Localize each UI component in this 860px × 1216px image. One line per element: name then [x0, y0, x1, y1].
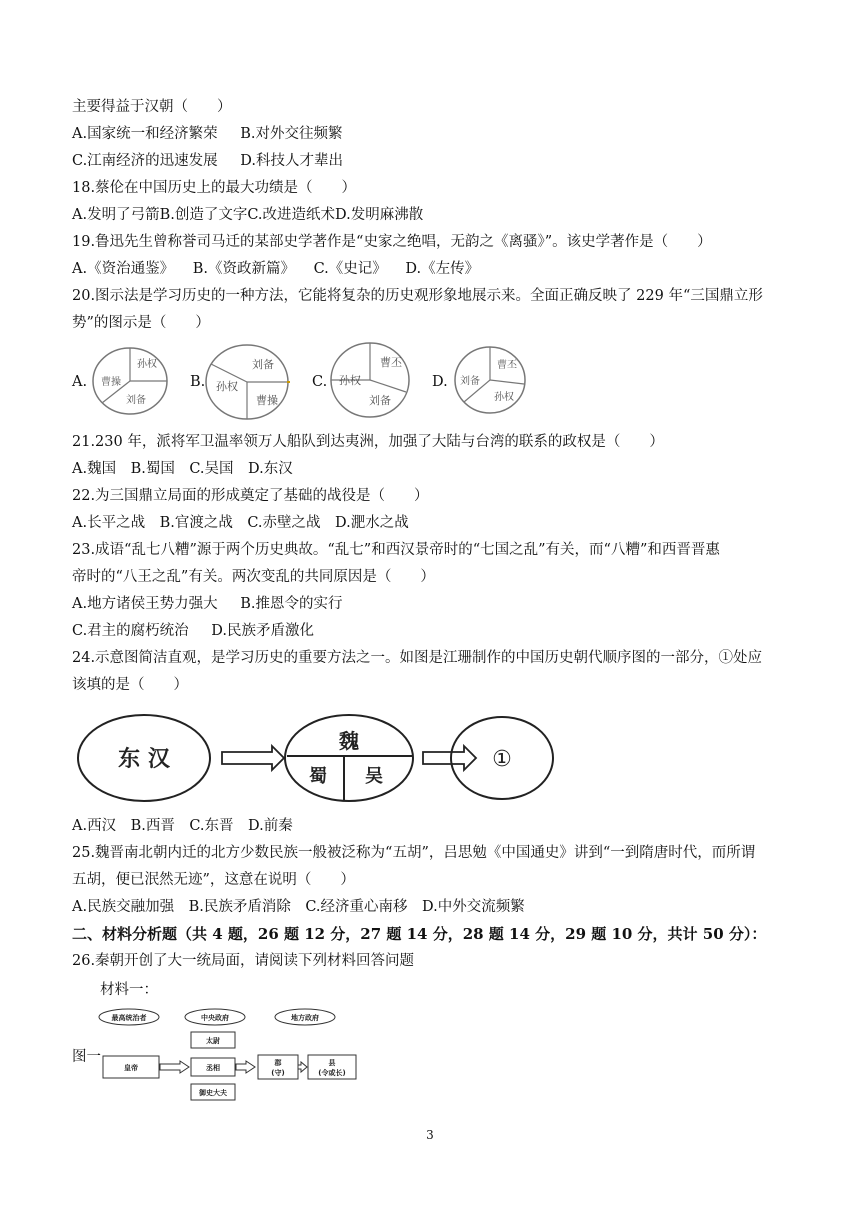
q20-b-label-3: 曹操: [256, 394, 278, 407]
q25-stem-line2: 五胡，便已泯然无迹”，这意在说明（ ）: [72, 872, 355, 888]
q20-d-label-1: 曹丕: [497, 360, 517, 371]
q18-stem: 18.蔡伦在中国历史上的最大功绩是（ ）: [72, 180, 357, 196]
q24-label-shu: 蜀: [309, 766, 327, 787]
q19-option-d: D.《左传》: [405, 261, 480, 277]
q18-options: A.发明了弓箭B.创造了文字C.改进造纸术D.发明麻沸散: [72, 207, 424, 223]
q17-option-b: B.对外交往频繁: [240, 126, 343, 142]
q26-stem: 26.秦朝开创了大一统局面，请阅读下列材料回答问题: [72, 953, 415, 969]
q19-option-a: A.《资治通鉴》: [72, 261, 175, 277]
q23-options-row2: [72, 621, 314, 641]
section-2-heading: 二、材料分析题（共 4 题，26 题 12 分，27 题 14 分，28 题 14 分，29 题 10 分，共计 50 分）：: [72, 925, 767, 943]
q21-options: A.魏国 B.蜀国 C.吴国 D.东汉: [72, 461, 293, 477]
q17-option-c: C.江南经济的迅速发展: [72, 153, 218, 169]
q23-option-a: A.地方诸侯王势力强大: [72, 596, 218, 612]
q20-diagram-a: [90, 345, 170, 417]
q20-option-d-letter: D.: [432, 374, 448, 390]
q21-stem: 21.230 年，派将军卫温率领万人船队到达夷洲，加强了大陆与台湾的联系的政权是（ ）: [72, 434, 664, 450]
q20-option-a-letter: A.: [72, 374, 88, 390]
qin-box-jun: 郡: [274, 1059, 282, 1067]
q22-stem: 22.为三国鼎立局面的形成奠定了基础的战役是（ ）: [72, 488, 429, 504]
q19-option-b: B.《资政新篇》: [192, 261, 295, 277]
q19-options: [72, 259, 479, 279]
q17-options-row1: [72, 124, 342, 144]
q20-b-label-1: 刘备: [252, 358, 274, 371]
q24-stem-line1: 24.示意图简洁直观，是学习历史的重要方法之一。如图是江珊制作的中国历史朝代顺序图的一部分，①处应: [72, 650, 763, 666]
q19-stem: 19.鲁迅先生曾称誉司马迁的某部史学著作是“史家之绝唱，无韵之《离骚》”。该史学著作是（ ）: [72, 234, 712, 250]
q20-b-label-2: 孙权: [216, 380, 238, 393]
qin-box-ling: (令或长): [318, 1069, 346, 1077]
q20-c-label-2: 孙权: [339, 374, 361, 387]
q17-option-a: A.国家统一和经济繁荣: [72, 126, 218, 142]
q23-option-b: B.推恩令的实行: [240, 596, 343, 612]
q20-diagram-b: [203, 342, 291, 422]
figure-1-label: 图一: [72, 1049, 101, 1065]
q24-options: A.西汉 B.西晋 C.东晋 D.前秦: [72, 818, 293, 834]
qin-box-xian: 县: [328, 1059, 336, 1067]
qin-box-emperor: 皇帝: [124, 1064, 138, 1072]
q17-stem-end: 主要得益于汉朝（ ）: [72, 99, 232, 115]
q23-stem-line2: 帝时的“八王之乱”有关。两次变乱的共同原因是（ ）: [72, 569, 435, 585]
q20-d-label-2: 刘备: [460, 376, 480, 387]
material-1-label: 材料一：: [100, 982, 158, 998]
q23-stem-line1: 23.成语“乱七八糟”源于两个历史典故。“乱七”和西汉景帝时的“七国之乱”有关，而“八糟”和西晋晋惠: [72, 542, 720, 558]
q20-diagram-c: [328, 340, 412, 420]
q23-option-c: C.君主的腐朽统治: [72, 623, 189, 639]
q23-options-row1: [72, 594, 342, 614]
q24-dynasty-diagram: [76, 712, 556, 804]
q20-stem-line2: 势”的图示是（ ）: [72, 315, 210, 331]
q24-label-wei: 魏: [339, 729, 359, 753]
qin-box-shou: (守): [271, 1069, 285, 1077]
q20-a-label-1: 孙权: [137, 359, 157, 370]
q20-option-b-letter: B.: [190, 374, 206, 390]
q19-option-c: C.《史记》: [313, 261, 387, 277]
q20-a-label-3: 刘备: [126, 395, 146, 406]
arrow-icon: [423, 746, 476, 770]
qin-box-yushi: 御史大夫: [199, 1089, 227, 1097]
q24-stem-line2: 该填的是（ ）: [72, 677, 188, 693]
q24-label-wu: 吴: [365, 766, 383, 787]
q25-options: A.民族交融加强 B.民族矛盾消除 C.经济重心南移 D.中外交流频繁: [72, 899, 525, 915]
q24-label-donghan: 东 汉: [118, 747, 170, 772]
qin-header-central-gov: 中央政府: [201, 1014, 229, 1022]
page-number: 3: [426, 1128, 434, 1142]
q20-stem-line1: 20.图示法是学习历史的一种方法，它能将复杂的历史观形象地展示来。全面正确反映了 229 年“三国鼎立形: [72, 288, 763, 304]
qin-box-taiwei: 太尉: [206, 1037, 220, 1045]
qin-box-chengxiang: 丞相: [206, 1064, 220, 1072]
q20-c-label-1: 曹丕: [380, 356, 402, 369]
q20-option-c-letter: C.: [312, 374, 328, 390]
q25-stem-line1: 25.魏晋南北朝内迁的北方少数民族一般被泛称为“五胡”，吕思勉《中国通史》讲到“一到隋唐时代，而所谓: [72, 845, 756, 861]
q17-option-d: D.科技人才辈出: [240, 153, 344, 169]
qin-government-diagram: [98, 1006, 368, 1104]
qin-header-supreme-ruler: 最高统治者: [111, 1014, 147, 1022]
q22-options: A.长平之战 B.官渡之战 C.赤壁之战 D.淝水之战: [72, 515, 409, 531]
q17-options-row2: [72, 151, 343, 171]
q20-d-label-3: 孙权: [494, 392, 514, 403]
q20-diagram-d: [452, 344, 528, 416]
q20-c-label-3: 刘备: [369, 394, 391, 407]
q24-label-blank: ①: [492, 747, 512, 772]
arrow-icon: [222, 746, 284, 770]
q23-option-d: D.民族矛盾激化: [211, 623, 315, 639]
q20-a-label-2: 曹操: [101, 377, 121, 388]
qin-header-local-gov: 地方政府: [291, 1014, 319, 1022]
